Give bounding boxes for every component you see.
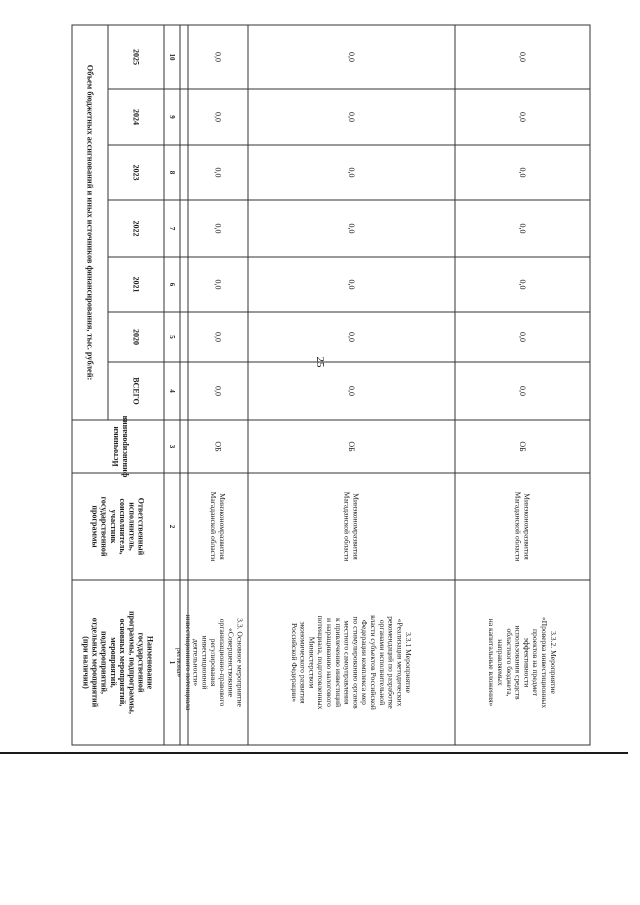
row-2-value-1-line: 0,0 xyxy=(347,332,356,342)
row-3-name-line: 3.3.2. Мероприятие xyxy=(548,631,558,694)
row-1-value-6 xyxy=(214,52,223,62)
header-executor-line: соисполнитель, xyxy=(118,498,128,555)
row-2-name-line: к привлечению инвестиций xyxy=(333,617,343,708)
row-1-value-4-line: 0,0 xyxy=(213,167,223,178)
row-1-name-line: деятельности» xyxy=(191,638,201,687)
row-2-name-line: рекомендаций по разработке xyxy=(386,616,396,709)
column-number-8 xyxy=(168,171,176,175)
row-2-source xyxy=(347,441,356,452)
header-name-line: (при наличии) xyxy=(81,636,91,689)
column-number-3 xyxy=(168,445,176,449)
row-3-value-5-line: 0,0 xyxy=(518,112,527,122)
row-1-value-6-line: 0,0 xyxy=(213,52,223,62)
row-1-source xyxy=(214,441,223,452)
row-2-value-0-line: 0,0 xyxy=(347,386,356,396)
row-2-name-line: экономического развития xyxy=(298,621,308,704)
row-1-value-3 xyxy=(214,224,223,234)
header-year-2021-line: 2021 xyxy=(131,276,141,293)
column-number-2 xyxy=(168,525,176,529)
row-2-executor xyxy=(343,492,361,562)
row-3-value-0 xyxy=(518,386,527,396)
row-2-value-5-line: 0,0 xyxy=(347,112,356,122)
header-executor xyxy=(91,496,146,556)
header-name xyxy=(81,611,154,714)
column-number-7-line: 7 xyxy=(168,226,176,231)
row-3-value-1-line: 0,0 xyxy=(518,332,527,342)
row-3-value-5 xyxy=(518,112,527,122)
header-year-2023-line: 2023 xyxy=(131,164,141,181)
header-name-line: государственной xyxy=(136,632,146,693)
row-2-value-5 xyxy=(347,112,356,122)
row-1-name-line: инвестиционной xyxy=(200,635,210,690)
row-2-name-line: органами исполнительной xyxy=(377,619,387,706)
header-year-2024-line: 2024 xyxy=(131,109,141,125)
row-2-name-line: потенциала, подготовленных xyxy=(316,615,326,710)
row-3-name-line: «Проверка инвестиционных xyxy=(540,616,549,709)
row-2-executor-line: Магаданской области xyxy=(342,491,352,562)
column-number-4 xyxy=(168,389,176,393)
column-number-3-line: 3 xyxy=(168,444,176,449)
header-executor-line: Ответственный xyxy=(136,497,146,556)
row-2-name-line: «Реализация методических xyxy=(395,618,405,707)
row-2-name-line: местного самоуправления xyxy=(342,620,352,705)
header-name-line: программы, подпрограммы, xyxy=(127,611,137,714)
header-name-line: подмероприятий, xyxy=(99,630,109,695)
row-0-name-line: инвестиционного потенциала xyxy=(183,614,193,711)
row-3-value-1 xyxy=(518,332,527,342)
header-source-line: Источники xyxy=(110,426,120,467)
row-2-name-line: по стимулированию органов xyxy=(351,616,361,709)
column-number-4-line: 4 xyxy=(168,389,176,393)
bottom-rule xyxy=(0,752,628,754)
row-1-source-line: ОБ xyxy=(213,441,223,452)
row-2-value-1 xyxy=(347,332,356,342)
header-year-2025-line: 2025 xyxy=(131,49,141,65)
row-2-name-line: Федерации комплекса мер xyxy=(360,620,370,705)
header-source xyxy=(111,415,129,477)
row-2-name-line: Министерством xyxy=(307,636,317,689)
row-1-name-line: «Совершенствование xyxy=(226,627,236,698)
header-year-2020-line: 2020 xyxy=(131,329,141,345)
row-2-value-2-line: 0,0 xyxy=(347,279,356,290)
row-2-value-6-line: 0,0 xyxy=(347,52,356,62)
row-3-value-3-line: 0,0 xyxy=(518,223,527,234)
row-3-source-line: ОБ xyxy=(518,441,527,452)
row-3-executor-line: Магаданской области xyxy=(513,491,523,562)
row-0-name-line: региона» xyxy=(175,647,185,678)
column-number-1-line: 1 xyxy=(168,660,176,665)
column-number-6-line: 6 xyxy=(168,282,176,287)
row-1-executor-line: Минэкономразвития xyxy=(217,493,227,560)
row-1-name-line: 3.3. Основное мероприятие xyxy=(235,618,245,707)
row-1-executor-line: Магаданской области xyxy=(209,491,219,562)
row-3-value-4 xyxy=(518,168,527,178)
row-2-source-line: ОБ xyxy=(347,441,356,452)
column-number-2-line: 2 xyxy=(168,524,176,529)
row-3-value-0-line: 0,0 xyxy=(518,386,527,396)
row-3-executor xyxy=(514,492,532,562)
row-3-name-line: на капитальные вложения» xyxy=(487,618,497,707)
header-year-ВСЕГО-line: ВСЕГО xyxy=(131,377,141,405)
header-name-line: отдельных мероприятий xyxy=(90,617,100,708)
row-1-value-1-line: 0,0 xyxy=(213,332,223,342)
row-0-name xyxy=(175,615,193,711)
row-3-value-2-line: 0,0 xyxy=(518,279,527,290)
row-1-value-0 xyxy=(214,386,223,396)
row-1-name-line: организационно-правового xyxy=(217,618,227,707)
row-3-value-6-line: 0,0 xyxy=(518,52,527,62)
column-number-5-line: 5 xyxy=(168,335,176,339)
table-text xyxy=(81,49,558,714)
row-3-name-line: направляемых xyxy=(496,639,505,686)
row-2-name-line: 3.3.1 Мероприятие xyxy=(404,632,414,693)
row-2-value-4-line: 0,0 xyxy=(347,167,356,178)
header-year-ВСЕГО xyxy=(132,377,141,405)
row-3-value-4-line: 0,0 xyxy=(518,167,527,178)
column-number-10 xyxy=(168,54,176,62)
row-1-value-3-line: 0,0 xyxy=(213,223,223,234)
header-year-2022 xyxy=(132,221,141,237)
page-number: 25 xyxy=(314,356,326,368)
column-number-9-line: 9 xyxy=(168,115,176,119)
row-3-value-2 xyxy=(518,280,527,290)
row-1-value-0-line: 0,0 xyxy=(213,386,223,396)
row-3-name-line: использования средств xyxy=(513,625,523,700)
row-3-name-line: проектов на предмет xyxy=(531,628,541,697)
header-executor-line: исполнитель, xyxy=(127,502,137,551)
row-2-value-2 xyxy=(347,280,356,290)
row-1-value-1 xyxy=(214,332,223,342)
row-3-name xyxy=(487,617,558,709)
row-3-executor-line: Минэкономразвития xyxy=(522,493,532,560)
row-1-value-5-line: 0,0 xyxy=(213,112,223,122)
header-year-2022-line: 2022 xyxy=(131,220,141,237)
row-1-name-line: регулирования xyxy=(209,638,219,687)
row-1-value-2 xyxy=(214,280,223,290)
header-name-line: мероприятий, xyxy=(108,637,118,688)
row-1-executor xyxy=(209,492,227,562)
header-year-2024 xyxy=(132,109,141,125)
row-1-value-5 xyxy=(214,112,223,122)
header-year-2025 xyxy=(132,49,141,65)
header-executor-line: государственной xyxy=(99,496,109,557)
column-number-6 xyxy=(168,283,176,287)
row-1-name xyxy=(192,618,245,707)
budget-table xyxy=(72,25,590,745)
header-name-line: Наименование xyxy=(145,635,155,690)
row-3-value-6 xyxy=(518,52,527,62)
row-3-value-3 xyxy=(518,224,527,234)
row-1-value-4 xyxy=(214,168,223,178)
column-number-9 xyxy=(168,115,176,119)
header-volume-line: Объем бюджетных ассигнований и иных источников финансирования, тыс. рублей: xyxy=(85,64,95,381)
column-number-8-line: 8 xyxy=(168,170,176,175)
row-2-value-3-line: 0,0 xyxy=(347,223,356,234)
row-2-value-3 xyxy=(347,224,356,234)
row-2-executor-line: Минэкономразвития xyxy=(351,493,361,560)
row-2-value-6 xyxy=(347,52,356,62)
row-3-source xyxy=(518,441,527,452)
header-executor-line: участник xyxy=(108,509,118,544)
header-year-2021 xyxy=(132,277,141,293)
row-2-name-line: Российской Федерации» xyxy=(289,623,299,702)
row-2-name-line: и наращиванию налогового xyxy=(325,618,334,707)
row-2-value-4 xyxy=(347,168,356,178)
row-2-name xyxy=(290,615,413,710)
column-number-5 xyxy=(168,335,176,339)
row-2-value-0 xyxy=(347,386,356,396)
row-3-name-line: эффективности xyxy=(522,637,532,688)
header-volume xyxy=(86,65,95,381)
header-executor-line: программы xyxy=(90,505,100,548)
column-number-10-line: 10 xyxy=(168,53,176,61)
column-number-7 xyxy=(168,227,176,231)
row-1-value-2-line: 0,0 xyxy=(213,279,223,290)
row-2-name-line: власти субъектов Российской xyxy=(369,615,378,710)
header-source-line: финансирования xyxy=(120,415,130,478)
header-name-line: основных мероприятий, xyxy=(118,618,128,707)
budget-table-svg xyxy=(72,25,590,745)
column-number-1 xyxy=(168,661,176,665)
header-year-2020 xyxy=(132,329,141,345)
header-year-2023 xyxy=(132,165,141,181)
row-3-name-line: областного бюджета, xyxy=(504,628,514,697)
